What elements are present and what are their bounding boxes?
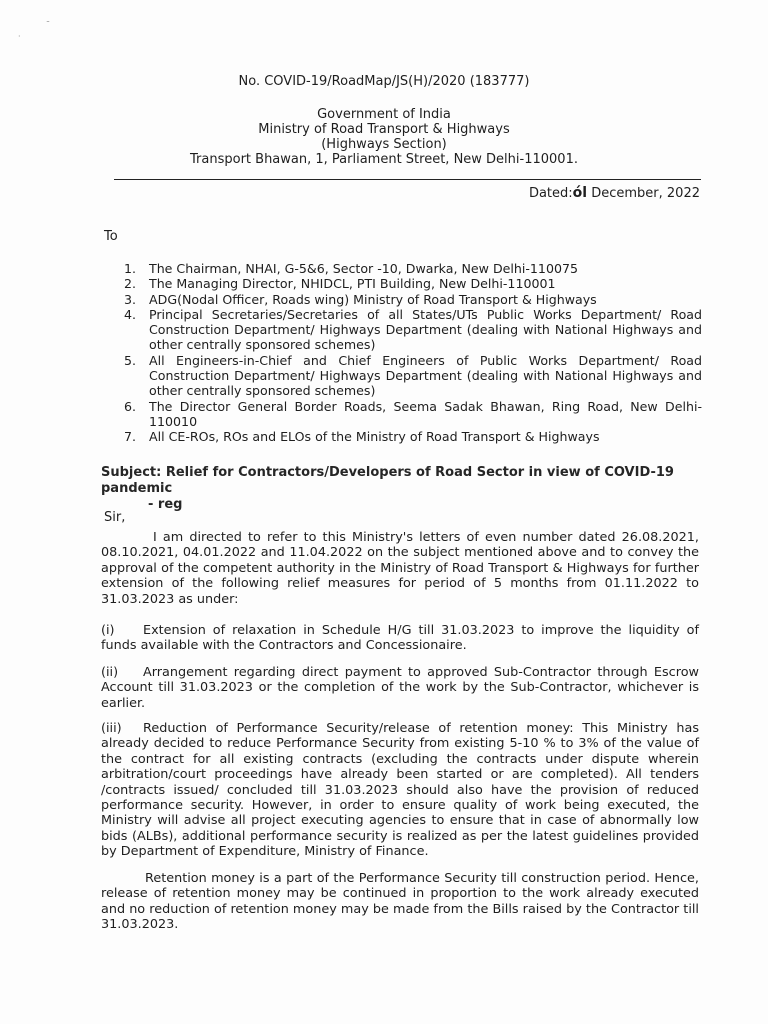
header-divider bbox=[114, 179, 701, 180]
subject-heading bbox=[101, 465, 703, 513]
address-line: Transport Bhawan, 1, Parliament Street, New Delhi-110001. bbox=[190, 152, 578, 167]
date-label: Dated: bbox=[528, 186, 573, 201]
date-line bbox=[529, 185, 700, 201]
scan-speck: · bbox=[18, 32, 21, 41]
list-item: 6. The Director General Border Roads, Seema Sadak Bhawan, Ring Road, New Delhi-110010 bbox=[124, 398, 702, 429]
list-item: 5. All Engineers-in-Chief and Chief Engineers of Public Works Department/ Road Construction Department/ Highways Department (dealing with National Highways and other centrally sponsored schemes) bbox=[124, 352, 702, 399]
list-item: 1. The Chairman, NHAI, G-5&6, Sector -10, Dwarka, New Delhi-110075 bbox=[124, 261, 578, 276]
government-line: Government of India bbox=[317, 107, 451, 122]
intro-paragraph: I am directed to refer to this Ministry's letters of even number dated 26.08.2021, 08.10.2021, 04.01.2022 and 11.04.2022 on the subject mentioned above and to convey the approval of the competent authority in the Ministry of Road Transport & Highways for further extension of the following relief measures for period of 5 months from 01.11.2022 to 31.03.2023 as under: bbox=[101, 530, 699, 607]
relief-item-iii: (iii) Reduction of Performance Security/release of retention money: This Ministry has already decided to reduce Performance Security from existing 5-10 % to 3% of the value of the contract for all existing contracts (excluding the contracts under dispute wherein arbitration/court proceedings have already been started or are completed). All tenders /contracts issued/ concluded till 31.03.2023 should also have the provision of reduced performance security. However, in order to ensure quality of work being executed, the Ministry will advise all project executing agencies to ensure that in case of abnormally low bids (ALBs), additional performance security is realized as per the latest guidelines provided by Department of Expenditure, Ministry of Finance. bbox=[101, 721, 699, 860]
list-item: 4. Principal Secretaries/Secretaries of all States/UTs Public Works Department/ Road Construction Department/ Highways Department (dealing with National Highways and other centrally sponsored schemes) bbox=[124, 306, 702, 353]
list-item: 2. The Managing Director, NHIDCL, PTI Building, New Delhi-110001 bbox=[124, 276, 556, 292]
retention-paragraph: Retention money is a part of the Performance Security till construction period. Hence, release of retention money may be continued in proportion to the work already executed and no reduction of retention money may be made from the Bills raised by the Contractor till 31.03.2023. bbox=[101, 871, 699, 933]
date-month-year: December, 2022 bbox=[591, 186, 700, 201]
ministry-line: Ministry of Road Transport & Highways bbox=[258, 122, 510, 137]
relief-item-ii: (ii) Arrangement regarding direct payment to approved Sub-Contractor through Escrow Account till 31.03.2023 or the completion of the work by the Sub-Contractor, whichever is earlier. bbox=[101, 665, 699, 711]
section-line: (Highways Section) bbox=[321, 137, 447, 152]
reference-number: No. COVID-19/RoadMap/JS(H)/2020 (183777) bbox=[238, 74, 530, 89]
scan-speck: ˜ bbox=[46, 20, 50, 29]
salutation: Sir, bbox=[104, 510, 126, 525]
list-item: 7. All CE-ROs, ROs and ELOs of the Ministry of Road Transport & Highways bbox=[124, 429, 600, 445]
subject-line: Subject: Relief for Contractors/Developers of Road Sector in view of COVID-19 pandemic bbox=[101, 465, 674, 496]
subject-continuation: - reg bbox=[148, 497, 183, 512]
addressee-list bbox=[124, 261, 702, 445]
to-label: To bbox=[104, 229, 118, 244]
relief-item-i: (i) Extension of relaxation in Schedule H/G till 31.03.2023 to improve the liquidity of funds available with the Contractors and Concessionaire. bbox=[101, 623, 699, 654]
date-day-handwritten: ól bbox=[572, 185, 588, 201]
list-item: 3. ADG(Nodal Officer, Roads wing) Ministry of Road Transport & Highways bbox=[124, 291, 597, 307]
